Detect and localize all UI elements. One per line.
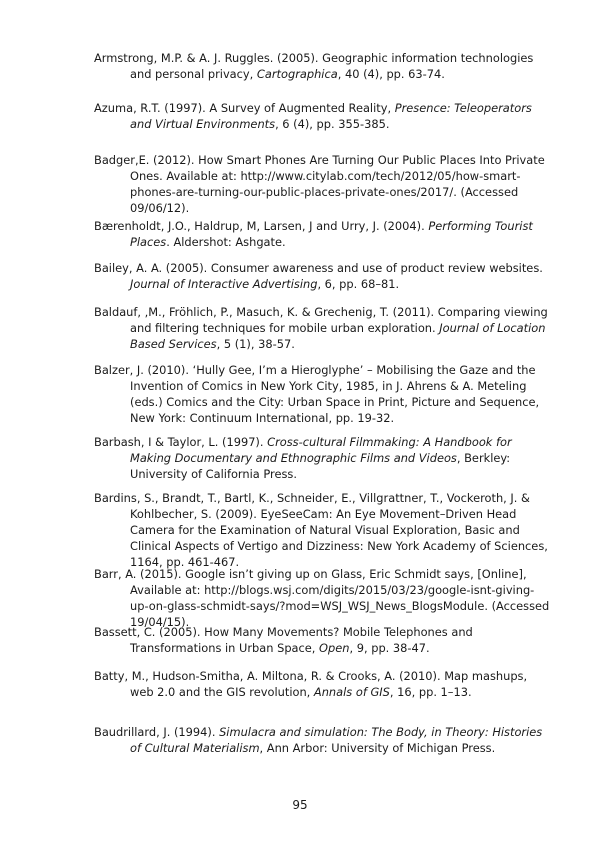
reference-entry: Bardins, S., Brandt, T., Bartl, K., Schneider, E., Villgrattner, T., Vockeroth, J. & Kohlbecher, S. (2009). EyeSeeCam: An Eye Movement–Driven Head Camera for the Examination of Natural Visual Exploration, Basic and Clinical Aspects of Vertigo and Dizziness: New York Academy of Sciences, 1164, pp. 461-467. [94, 491, 548, 569]
reference-entry: Bassett, C. (2005). How Many Movements? Mobile Telephones and Transformations in Urban Space, Open, 9, pp. 38-47. [94, 625, 473, 655]
reference-entry: Bærenholdt, J.O., Haldrup, M, Larsen, J and Urry, J. (2004). Performing Tourist Places. Aldershot: Ashgate. [94, 219, 533, 249]
reference-entry: Bailey, A. A. (2005). Consumer awareness and use of product review websites. Journal of Interactive Advertising, 6, pp. 68–81. [94, 261, 543, 291]
reference-entry: Batty, M., Hudson-Smitha, A. Miltona, R. & Crooks, A. (2010). Map mashups, web 2.0 and the GIS revolution, Annals of GIS, 16, pp. 1–13. [94, 669, 528, 699]
reference-entry: Baudrillard, J. (1994). Simulacra and simulation: The Body, in Theory: Histories of Cultural Materialism, Ann Arbor: University of Michigan Press. [94, 725, 543, 755]
reference-entry: Barbash, I & Taylor, L. (1997). Cross-cultural Filmmaking: A Handbook for Making Documentary and Ethnographic Films and Videos, Berkley: University of California Press. [94, 435, 512, 481]
reference-entry: Azuma, R.T. (1997). A Survey of Augmented Reality, Presence: Teleoperators and Virtual Environments, 6 (4), pp. 355-385. [94, 101, 532, 131]
reference-entry: Barr, A. (2015). Google isn’t giving up on Glass, Eric Schmidt says, [Online], Available at: http://blogs.wsj.com/digits/2015/03/23/google-isnt-giving-up-on-glass-schmidt-says/?mod=WSJ_WSJ_News_BlogsModule. (Accessed 19/04/15). [94, 567, 550, 629]
page-number: 95 [292, 798, 308, 812]
reference-entry: Balzer, J. (2010). ‘Hully Gee, I’m a Hieroglyphe’ – Mobilising the Gaze and the Invention of Comics in New York City, 1985, in J. Ahrens & A. Meteling (eds.) Comics and the City: Urban Space in Print, Picture and Sequence, New York: Continuum International, pp. 19-32. [94, 363, 540, 425]
reference-entry: Badger,E. (2012). How Smart Phones Are Turning Our Public Places Into Private Ones. Available at: http://www.citylab.com/tech/2012/05/how-smart-phones-are-turning-our-public-places-private-ones/2017/. (Accessed 09/06/12). [94, 153, 545, 215]
reference-entry: Baldauf, ,M., Fröhlich, P., Masuch, K. & Grechenig, T. (2011). Comparing viewing and filtering techniques for mobile urban exploration. Journal of Location Based Services, 5 (1), 38-57. [94, 305, 548, 351]
reference-entry: Armstrong, M.P. & A. J. Ruggles. (2005). Geographic information technologies and personal privacy, Cartographica, 40 (4), pp. 63-74. [94, 51, 534, 81]
